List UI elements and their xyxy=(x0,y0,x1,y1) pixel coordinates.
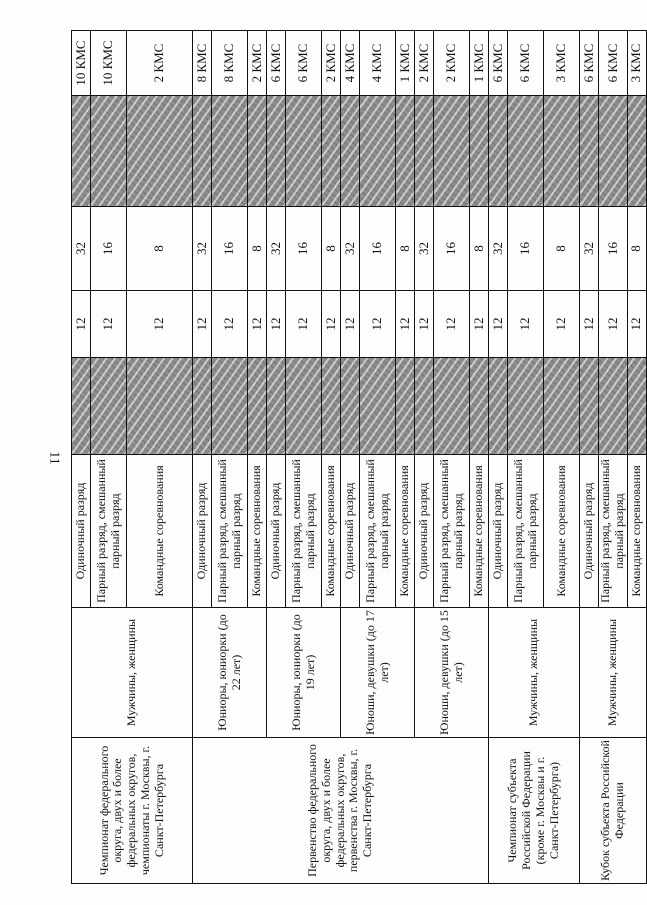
discipline-cell: Командные соревнования xyxy=(627,455,646,608)
kms-cell: 8 КМС xyxy=(193,31,212,96)
kms-cell: 2 КМС xyxy=(248,31,267,96)
value-b-cell: 8 xyxy=(396,207,415,291)
value-a-cell: 12 xyxy=(396,291,415,358)
discipline-cell: Парный разряд, смешанный парный разряд xyxy=(434,455,470,608)
value-b-cell: 8 xyxy=(470,207,489,291)
shaded-cell xyxy=(396,96,415,207)
value-a-cell: 12 xyxy=(627,291,646,358)
value-b-cell: 16 xyxy=(212,207,248,291)
shaded-cell xyxy=(341,358,360,455)
shaded-cell xyxy=(470,96,489,207)
value-a-cell: 12 xyxy=(341,291,360,358)
shaded-cell xyxy=(322,358,341,455)
table-row xyxy=(193,31,212,884)
value-b-cell: 32 xyxy=(341,207,360,291)
age-group-cell: Юноши, девушки (до 15 лет) xyxy=(415,608,489,738)
value-b-cell: 32 xyxy=(489,207,508,291)
shaded-cell xyxy=(212,358,248,455)
value-a-cell: 12 xyxy=(267,291,286,358)
shaded-cell xyxy=(580,96,599,207)
table-body xyxy=(72,31,647,884)
value-a-cell: 12 xyxy=(127,291,193,358)
value-b-cell: 32 xyxy=(580,207,599,291)
discipline-cell: Одиночный разряд xyxy=(580,455,599,608)
document-page xyxy=(71,31,644,884)
shaded-cell xyxy=(599,96,628,207)
shaded-cell xyxy=(627,358,646,455)
shaded-cell xyxy=(212,96,248,207)
shaded-cell xyxy=(627,96,646,207)
shaded-cell xyxy=(544,96,580,207)
kms-cell: 2 КМС xyxy=(127,31,193,96)
shaded-cell xyxy=(286,96,322,207)
value-a-cell: 12 xyxy=(470,291,489,358)
value-b-cell: 32 xyxy=(267,207,286,291)
kms-cell: 10 КМС xyxy=(91,31,127,96)
value-a-cell: 12 xyxy=(72,291,91,358)
kms-cell: 2 КМС xyxy=(434,31,470,96)
value-a-cell: 12 xyxy=(360,291,396,358)
shaded-cell xyxy=(193,358,212,455)
table-row xyxy=(580,31,599,884)
value-a-cell: 12 xyxy=(286,291,322,358)
shaded-cell xyxy=(415,96,434,207)
discipline-cell: Командные соревнования xyxy=(544,455,580,608)
shaded-cell xyxy=(127,358,193,455)
discipline-cell: Командные соревнования xyxy=(470,455,489,608)
shaded-cell xyxy=(248,96,267,207)
age-group-cell: Мужчины, женщины xyxy=(489,608,580,738)
kms-cell: 1 КМС xyxy=(470,31,489,96)
shaded-cell xyxy=(267,96,286,207)
kms-cell: 1 КМС xyxy=(396,31,415,96)
shaded-cell xyxy=(91,358,127,455)
age-group-cell: Юниоры, юниорки (до 19 лет) xyxy=(267,608,341,738)
shaded-cell xyxy=(544,358,580,455)
rotated-table-container xyxy=(71,31,644,884)
value-a-cell: 12 xyxy=(248,291,267,358)
value-a-cell: 12 xyxy=(489,291,508,358)
competition-name-cell: Кубок субъекта Российской Федерации xyxy=(580,738,647,884)
value-b-cell: 8 xyxy=(127,207,193,291)
value-a-cell: 12 xyxy=(508,291,544,358)
value-b-cell: 16 xyxy=(91,207,127,291)
shaded-cell xyxy=(127,96,193,207)
shaded-cell xyxy=(267,358,286,455)
discipline-cell: Одиночный разряд xyxy=(489,455,508,608)
kms-cell: 4 КМС xyxy=(341,31,360,96)
value-a-cell: 12 xyxy=(434,291,470,358)
value-a-cell: 12 xyxy=(580,291,599,358)
kms-cell: 4 КМС xyxy=(360,31,396,96)
value-a-cell: 12 xyxy=(599,291,628,358)
shaded-cell xyxy=(508,96,544,207)
shaded-cell xyxy=(286,358,322,455)
kms-cell: 6 КМС xyxy=(599,31,628,96)
table-row xyxy=(72,31,91,884)
value-b-cell: 32 xyxy=(415,207,434,291)
discipline-cell: Командные соревнования xyxy=(248,455,267,608)
kms-cell: 6 КМС xyxy=(489,31,508,96)
value-a-cell: 12 xyxy=(212,291,248,358)
shaded-cell xyxy=(360,358,396,455)
discipline-cell: Командные соревнования xyxy=(127,455,193,608)
value-b-cell: 16 xyxy=(434,207,470,291)
competition-name-cell: Чемпионат субъекта Российской Федерации (кроме г. Москвы и г. Санкт-Петербурга) xyxy=(489,738,580,884)
kms-cell: 8 КМС xyxy=(212,31,248,96)
value-b-cell: 32 xyxy=(193,207,212,291)
discipline-cell: Одиночный разряд xyxy=(341,455,360,608)
age-group-cell: Мужчины, женщины xyxy=(72,608,193,738)
kms-cell: 6 КМС xyxy=(508,31,544,96)
kms-cell: 2 КМС xyxy=(415,31,434,96)
discipline-cell: Парный разряд, смешанный парный разряд xyxy=(91,455,127,608)
discipline-cell: Командные соревнования xyxy=(396,455,415,608)
discipline-cell: Одиночный разряд xyxy=(193,455,212,608)
requirements-table xyxy=(71,30,647,884)
value-b-cell: 8 xyxy=(322,207,341,291)
kms-cell: 6 КМС xyxy=(286,31,322,96)
discipline-cell: Парный разряд, смешанный парный разряд xyxy=(212,455,248,608)
shaded-cell xyxy=(91,96,127,207)
shaded-cell xyxy=(580,358,599,455)
value-b-cell: 8 xyxy=(627,207,646,291)
kms-cell: 3 КМС xyxy=(544,31,580,96)
discipline-cell: Парный разряд, смешанный парный разряд xyxy=(599,455,628,608)
discipline-cell: Одиночный разряд xyxy=(72,455,91,608)
discipline-cell: Парный разряд, смешанный парный разряд xyxy=(360,455,396,608)
value-a-cell: 12 xyxy=(91,291,127,358)
shaded-cell xyxy=(248,358,267,455)
competition-name-cell: Чемпионат федерального округа, двух и более федеральных округов, чемпионаты г. Москвы, г. Санкт-Петербурга xyxy=(72,738,193,884)
value-a-cell: 12 xyxy=(415,291,434,358)
shaded-cell xyxy=(508,358,544,455)
value-b-cell: 16 xyxy=(360,207,396,291)
value-b-cell: 8 xyxy=(248,207,267,291)
age-group-cell: Юноши, девушки (до 17 лет) xyxy=(341,608,415,738)
shaded-cell xyxy=(360,96,396,207)
value-b-cell: 8 xyxy=(544,207,580,291)
shaded-cell xyxy=(72,96,91,207)
shaded-cell xyxy=(322,96,341,207)
page-number: 11 xyxy=(46,451,62,465)
value-b-cell: 32 xyxy=(72,207,91,291)
value-b-cell: 16 xyxy=(508,207,544,291)
shaded-cell xyxy=(415,358,434,455)
kms-cell: 3 КМС xyxy=(627,31,646,96)
discipline-cell: Парный разряд, смешанный парный разряд xyxy=(508,455,544,608)
shaded-cell xyxy=(434,96,470,207)
table-row xyxy=(489,31,508,884)
shaded-cell xyxy=(434,358,470,455)
shaded-cell xyxy=(489,96,508,207)
value-b-cell: 16 xyxy=(286,207,322,291)
discipline-cell: Одиночный разряд xyxy=(267,455,286,608)
shaded-cell xyxy=(72,358,91,455)
value-b-cell: 16 xyxy=(599,207,628,291)
discipline-cell: Парный разряд, смешанный парный разряд xyxy=(286,455,322,608)
age-group-cell: Мужчины, женщины xyxy=(580,608,647,738)
discipline-cell: Одиночный разряд xyxy=(415,455,434,608)
age-group-cell: Юниоры, юниорки (до 22 лет) xyxy=(193,608,267,738)
shaded-cell xyxy=(341,96,360,207)
kms-cell: 10 КМС xyxy=(72,31,91,96)
kms-cell: 6 КМС xyxy=(580,31,599,96)
shaded-cell xyxy=(599,358,628,455)
shaded-cell xyxy=(193,96,212,207)
value-a-cell: 12 xyxy=(322,291,341,358)
value-a-cell: 12 xyxy=(544,291,580,358)
shaded-cell xyxy=(489,358,508,455)
shaded-cell xyxy=(396,358,415,455)
shaded-cell xyxy=(470,358,489,455)
value-a-cell: 12 xyxy=(193,291,212,358)
discipline-cell: Командные соревнования xyxy=(322,455,341,608)
kms-cell: 2 КМС xyxy=(322,31,341,96)
kms-cell: 6 КМС xyxy=(267,31,286,96)
competition-name-cell: Первенство федерального округа, двух и более федеральных округов, первенства г. Москвы, г. Санкт-Петербурга xyxy=(193,738,489,884)
